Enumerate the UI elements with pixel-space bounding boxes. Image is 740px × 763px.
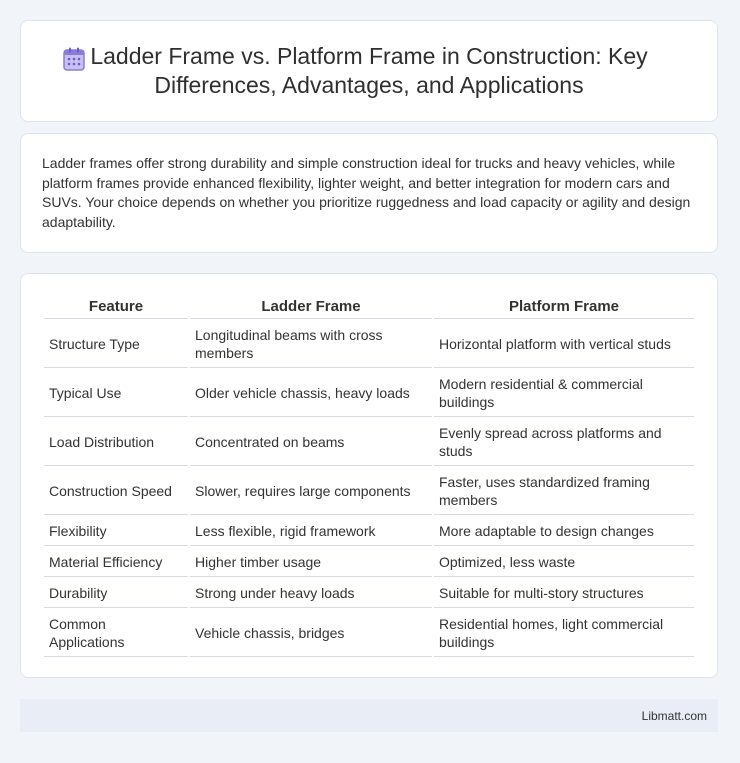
cell-platform: Evenly spread across platforms and studs xyxy=(434,419,694,466)
cell-platform: Suitable for multi-story structures xyxy=(434,579,694,608)
table-row xyxy=(44,321,694,368)
cell-feature: Flexibility xyxy=(44,517,188,546)
table-header-row xyxy=(44,296,694,319)
cell-ladder: Concentrated on beams xyxy=(190,419,432,466)
title-card xyxy=(20,20,718,122)
cell-platform: Modern residential & commercial buildings xyxy=(434,370,694,417)
table-card xyxy=(20,273,718,678)
cell-platform: Optimized, less waste xyxy=(434,548,694,577)
cell-ladder: Longitudinal beams with cross members xyxy=(190,321,432,368)
page-title: Ladder Frame vs. Platform Frame in Construction: Key Differences, Advantages, and Applications xyxy=(90,43,648,98)
cell-feature: Load Distribution xyxy=(44,419,188,466)
table-row xyxy=(44,468,694,515)
cell-feature: Material Efficiency xyxy=(44,548,188,577)
cell-feature: Typical Use xyxy=(44,370,188,417)
footer xyxy=(20,699,718,732)
footer-brand: Libmatt.com xyxy=(641,708,707,723)
header-ladder-frame: Ladder Frame xyxy=(190,296,432,319)
table-row xyxy=(44,548,694,577)
cell-platform: More adaptable to design changes xyxy=(434,517,694,546)
table-row xyxy=(44,610,694,657)
cell-feature: Structure Type xyxy=(44,321,188,368)
cell-ladder: Slower, requires large components xyxy=(190,468,432,515)
intro-text: Ladder frames offer strong durability and simple construction ideal for trucks and heavy vehicles, while platform frames provide enhanced flexibility, lighter weight, and better integration for modern cars and SUVs. Your choice depends on whether you prioritize ruggedness and load capacity or agility and design adaptability. xyxy=(42,155,691,230)
cell-ladder: Less flexible, rigid framework xyxy=(190,517,432,546)
cell-ladder: Strong under heavy loads xyxy=(190,579,432,608)
table-row xyxy=(44,517,694,546)
table-row xyxy=(44,419,694,466)
cell-platform: Faster, uses standardized framing members xyxy=(434,468,694,515)
table-row xyxy=(44,579,694,608)
cell-feature: Construction Speed xyxy=(44,468,188,515)
intro-card xyxy=(20,133,718,253)
header-platform-frame: Platform Frame xyxy=(434,296,694,319)
cell-platform: Residential homes, light commercial buildings xyxy=(434,610,694,657)
table-row xyxy=(44,370,694,417)
cell-ladder: Vehicle chassis, bridges xyxy=(190,610,432,657)
cell-ladder: Higher timber usage xyxy=(190,548,432,577)
title-wrap xyxy=(21,42,717,100)
cell-feature: Common Applications xyxy=(44,610,188,657)
cell-ladder: Older vehicle chassis, heavy loads xyxy=(190,370,432,417)
header-feature: Feature xyxy=(44,296,188,319)
comparison-table xyxy=(42,294,696,659)
cell-feature: Durability xyxy=(44,579,188,608)
cell-platform: Horizontal platform with vertical studs xyxy=(434,321,694,368)
